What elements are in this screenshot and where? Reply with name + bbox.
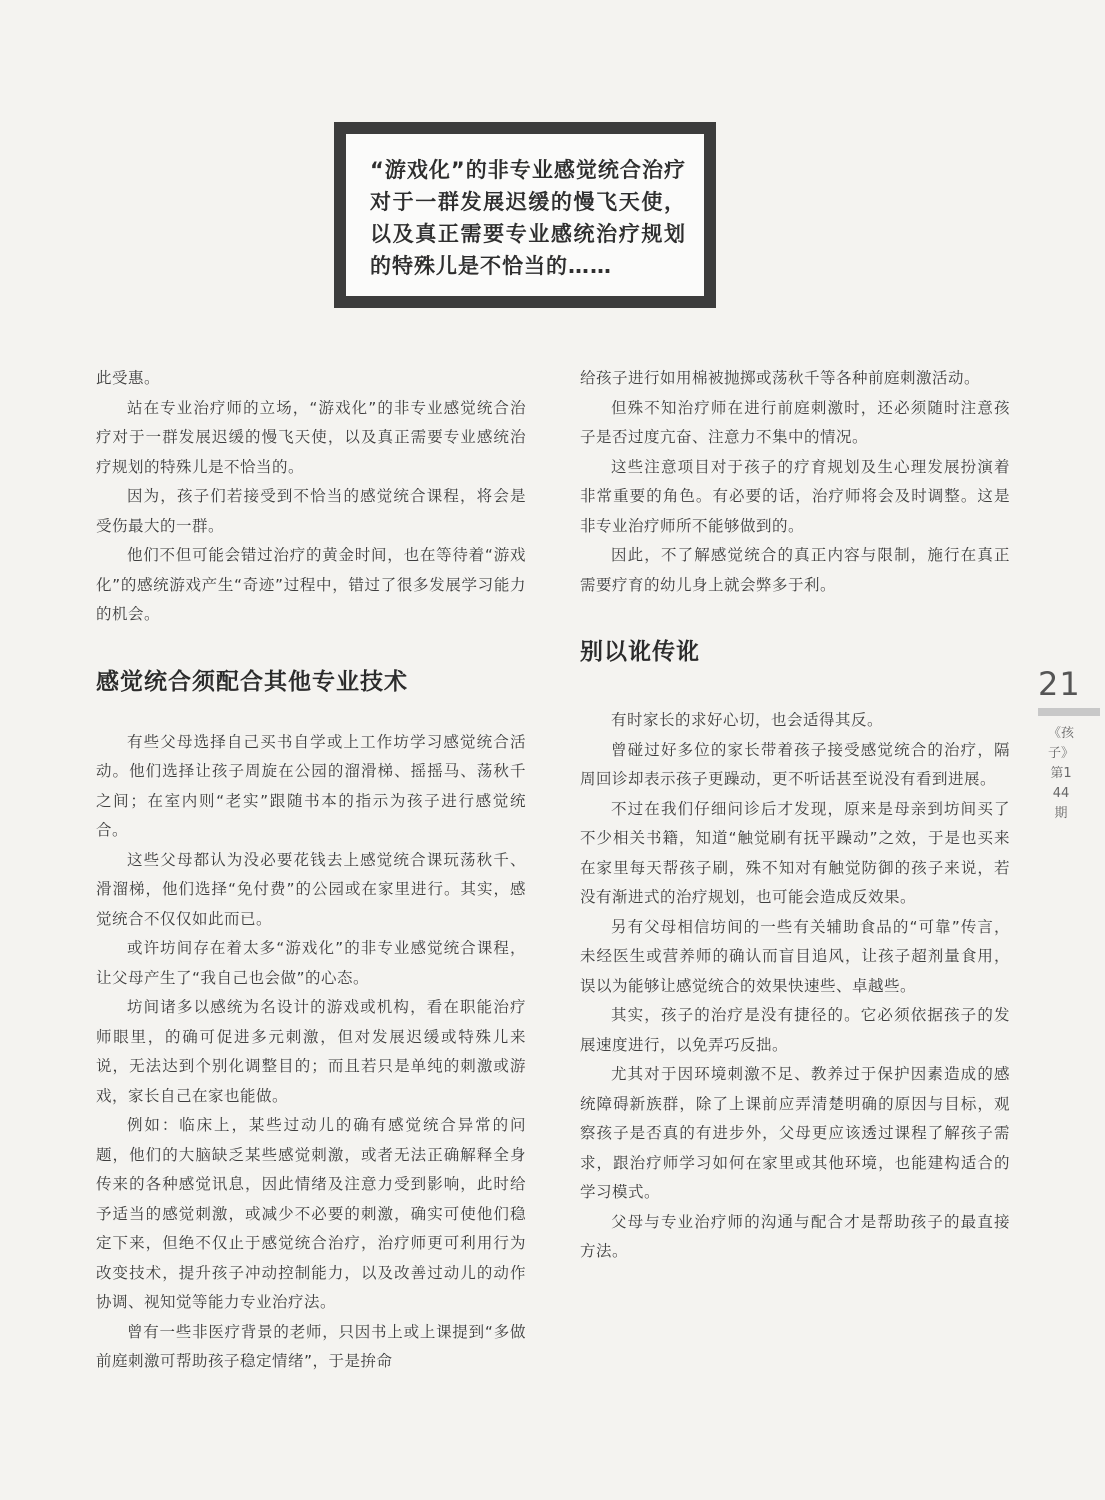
page-number-bar — [1038, 708, 1100, 716]
paragraph: 因此，不了解感觉统合的真正内容与限制，施行在真正需要疗育的幼儿身上就会弊多于利。 — [580, 546, 1010, 594]
pull-quote-inner — [346, 134, 704, 296]
left-column — [96, 364, 526, 1377]
paragraph: 或许坊间存在着太多“游戏化”的非专业感觉统合课程，让父母产生了“我自己也会做”的心态。 — [96, 939, 526, 987]
page-number: 21 — [1038, 665, 1081, 703]
pull-quote-box — [334, 122, 716, 308]
section-heading: 感觉统合须配合其他专业技术 — [96, 668, 408, 695]
paragraph: 例如：临床上，某些过动儿的确有感觉统合异常的问题，他们的大脑缺乏某些感觉刺激，或者无法正确解释全身传来的各种感觉讯息，因此情绪及注意力受到影响，此时给予适当的感觉刺激，或减少不必要的刺激，确实可使他们稳定下来，但绝不仅止于感觉统合治疗，治疗师更可利用行为改变技术，提升孩子冲动控制能力，以及改善过动儿的动作协调、视知觉等能力专业治疗法。 — [96, 1116, 526, 1311]
paragraph: 给孩子进行如用棉被抛掷或荡秋千等各种前庭刺激活动。 — [580, 369, 981, 387]
paragraph: 曾有一些非医疗背景的老师，只因书上或上课提到“多做前庭刺激可帮助孩子稳定情绪”，于是拚命 — [96, 1322, 526, 1370]
section-heading: 别以讹传讹 — [580, 639, 700, 665]
paragraph: 坊间诸多以感统为名设计的游戏或机构，看在职能治疗师眼里，的确可促进多元刺激，但对发展迟缓或特殊儿来说，无法达到个别化调整目的；而且若只是单纯的刺激或游戏，家长自己在家也能做。 — [96, 998, 526, 1105]
paragraph: 另有父母相信坊间的一些有关辅助食品的“可靠”传言，未经医生或营养师的确认而盲目追风，让孩子超剂量食用，误以为能够让感觉统合的效果快速些、卓越些。 — [580, 917, 1010, 995]
paragraph: 此受惠。 — [96, 369, 161, 387]
paragraph: 但殊不知治疗师在进行前庭刺激时，还必须随时注意孩子是否过度亢奋、注意力不集中的情况。 — [580, 398, 1010, 446]
paragraph: 这些父母都认为没必要花钱去上感觉统合课玩荡秋千、滑溜梯，他们选择“免付费”的公园或在家里进行。其实，感觉统合不仅仅如此而已。 — [96, 850, 526, 928]
paragraph: 曾碰过好多位的家长带着孩子接受感觉统合的治疗，隔周回诊却表示孩子更躁动，更不听话甚至说没有看到进展。 — [580, 740, 1010, 788]
publication-label: 《孩子》第144期 — [1048, 726, 1075, 821]
paragraph: 他们不但可能会错过治疗的黄金时间，也在等待着“游戏化”的感统游戏产生“奇迹”过程中，错过了很多发展学习能力的机会。 — [96, 546, 526, 623]
paragraph: 其实，孩子的治疗是没有捷径的。它必须依据孩子的发展速度进行，以免弄巧反拙。 — [580, 1006, 1010, 1054]
paragraph: 有时家长的求好心切，也会适得其反。 — [611, 711, 884, 729]
paragraph: 尤其对于因环境刺激不足、教养过于保护因素造成的感统障碍新族群，除了上课前应弄清楚明确的原因与目标，观察孩子是否真的有进步外，父母更应该透过课程了解孩子需求，跟治疗师学习如何在家里或其他环境，也能建构适合的学习模式。 — [580, 1065, 1010, 1201]
paragraph: 不过在我们仔细问诊后才发现，原来是母亲到坊间买了不少相关书籍，知道“触觉刷有抚平躁动”之效，于是也买来在家里每天帮孩子刷，殊不知对有触觉防御的孩子来说，若没有渐进式的治疗规划，也可能会造成反效果。 — [580, 799, 1010, 906]
paragraph: 这些注意项目对于孩子的疗育规划及生心理发展扮演着非常重要的角色。有必要的话，治疗师将会及时调整。这是非专业治疗师所不能够做到的。 — [580, 457, 1010, 535]
paragraph: 站在专业治疗师的立场，“游戏化”的非专业感觉统合治疗对于一群发展迟缓的慢飞天使，以及真正需要专业感统治疗规划的特殊儿是不恰当的。 — [96, 398, 526, 476]
pull-quote-text: “游戏化”的非专业感觉统合治疗对于一群发展迟缓的慢飞天使，以及真正需要专业感统治疗规划的特殊儿是不恰当的…… — [370, 158, 686, 278]
paragraph: 有些父母选择自己买书自学或上工作坊学习感觉统合活动。他们选择让孩子周旋在公园的溜滑梯、摇摇马、荡秋千之间；在室内则“老实”跟随书本的指示为孩子进行感觉统合。 — [96, 732, 526, 839]
paragraph: 因为，孩子们若接受到不恰当的感觉统合课程，将会是受伤最大的一群。 — [96, 487, 526, 535]
paragraph: 父母与专业治疗师的沟通与配合才是帮助孩子的最直接方法。 — [580, 1212, 1010, 1260]
right-column — [580, 364, 1010, 1267]
